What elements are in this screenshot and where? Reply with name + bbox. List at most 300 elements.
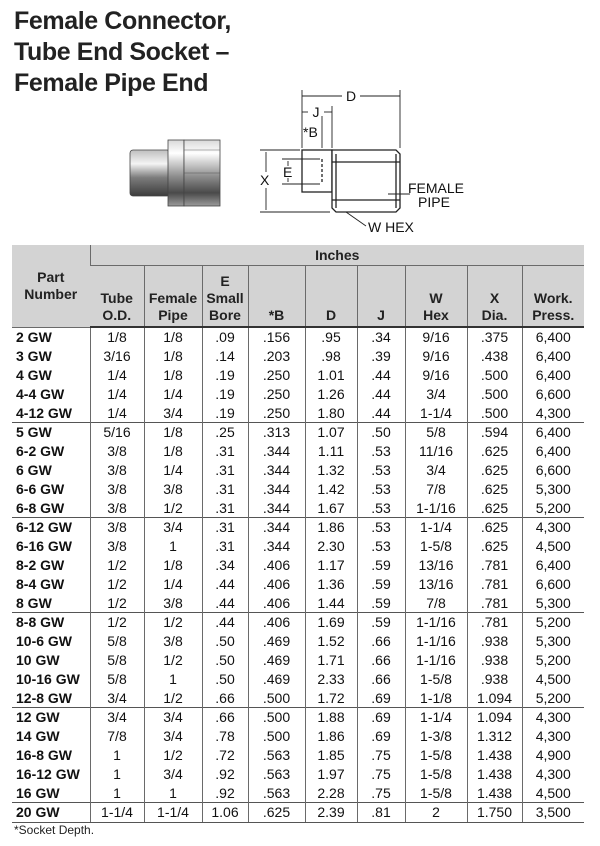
table-cell: .406 — [248, 574, 305, 593]
table-cell: 9/16 — [405, 327, 467, 347]
table-cell: .44 — [357, 384, 405, 403]
table-cell: .39 — [357, 347, 405, 366]
table-cell: 1.67 — [305, 498, 357, 517]
table-row — [12, 461, 584, 480]
part-number-cell: 8-4 GW — [16, 575, 65, 592]
table-cell: 1/8 — [144, 442, 202, 461]
fitting-dimension-diagram — [110, 80, 490, 240]
table-cell: .625 — [467, 517, 522, 536]
table-cell: 1.06 — [202, 802, 248, 822]
table-cell: 1.01 — [305, 366, 357, 385]
table-cell: .469 — [248, 632, 305, 651]
table-cell: 1.42 — [305, 479, 357, 498]
table-cell: .66 — [357, 632, 405, 651]
table-cell: .92 — [202, 764, 248, 783]
table-cell: 3/8 — [90, 442, 144, 461]
part-number-cell: 6-6 GW — [16, 480, 65, 497]
table-cell: 1 — [90, 764, 144, 783]
table-cell: .75 — [357, 746, 405, 765]
table-cell: 3/8 — [144, 632, 202, 651]
table-cell: 1 — [90, 783, 144, 802]
table-row — [12, 384, 584, 403]
table-cell: .44 — [202, 593, 248, 612]
table-cell: 3/4 — [144, 764, 202, 783]
table-cell: 2.28 — [305, 783, 357, 802]
table-cell: .31 — [202, 517, 248, 536]
col-header-e-small-bore: E Small Bore — [202, 266, 248, 328]
part-number-cell: 4-4 GW — [16, 385, 65, 402]
table-row — [12, 556, 584, 575]
table-cell: .344 — [248, 442, 305, 461]
table-cell: 1-1/4 — [405, 403, 467, 422]
table-cell: 1.85 — [305, 746, 357, 765]
table-cell: .563 — [248, 746, 305, 765]
part-number-cell: 3 GW — [16, 348, 52, 365]
table-cell: .19 — [202, 403, 248, 422]
part-number-cell: 20 GW — [12, 802, 90, 822]
table-cell: .34 — [202, 556, 248, 575]
table-cell: 5/16 — [90, 422, 144, 441]
table-cell: .25 — [202, 422, 248, 441]
table-cell: 1/2 — [144, 612, 202, 631]
table-cell: 1/8 — [144, 422, 202, 441]
table-cell: 1/8 — [90, 327, 144, 347]
table-cell: 1/8 — [144, 327, 202, 347]
table-cell: 1.88 — [305, 707, 357, 726]
table-row — [12, 593, 584, 612]
table-cell: 6,600 — [522, 574, 584, 593]
part-number-cell: 2 GW — [16, 329, 52, 346]
table-cell: 1-1/4 — [405, 707, 467, 726]
table-cell: .938 — [467, 632, 522, 651]
col-header-b: *B — [248, 266, 305, 328]
table-cell: 4,900 — [522, 746, 584, 765]
table-cell: 1.094 — [467, 688, 522, 707]
table-cell: 2 — [405, 802, 467, 822]
table-cell: 7/8 — [90, 727, 144, 746]
table-cell: .75 — [357, 783, 405, 802]
table-cell: 1/4 — [90, 366, 144, 385]
table-cell: .344 — [248, 461, 305, 480]
table-cell: 1 — [144, 669, 202, 688]
table-cell: .69 — [357, 688, 405, 707]
table-cell: .59 — [357, 593, 405, 612]
table-cell: 1.86 — [305, 517, 357, 536]
table-row — [12, 783, 584, 802]
table-cell: .53 — [357, 537, 405, 556]
table-cell: .53 — [357, 479, 405, 498]
table-cell: 4,300 — [522, 517, 584, 536]
table-cell: 1-1/4 — [144, 802, 202, 822]
table-cell: 4,300 — [522, 403, 584, 422]
part-number-cell: 5 GW — [12, 422, 90, 441]
table-cell: 3/8 — [90, 461, 144, 480]
table-cell: .50 — [357, 422, 405, 441]
table-cell: 1 — [144, 783, 202, 802]
table-cell: 3/4 — [90, 707, 144, 726]
table-cell: 6,600 — [522, 461, 584, 480]
table-row — [12, 366, 584, 385]
table-cell: 5,200 — [522, 651, 584, 670]
table-cell: .14 — [202, 347, 248, 366]
table-cell: .313 — [248, 422, 305, 441]
table-cell: .563 — [248, 764, 305, 783]
table-cell: .66 — [202, 688, 248, 707]
col-header-part-number: Part Number — [12, 245, 90, 327]
table-cell: .66 — [202, 707, 248, 726]
table-cell: 5,200 — [522, 612, 584, 631]
table-cell: 1/4 — [144, 461, 202, 480]
col-header-w-hex: W Hex — [405, 266, 467, 328]
table-row — [12, 632, 584, 651]
table-cell: .500 — [467, 366, 522, 385]
table-cell: 1/2 — [90, 593, 144, 612]
table-cell: 3/8 — [144, 479, 202, 498]
table-cell: 1.26 — [305, 384, 357, 403]
title-line-3: Female Pipe End — [14, 69, 209, 97]
table-cell: 1.750 — [467, 802, 522, 822]
table-cell: .66 — [357, 651, 405, 670]
part-number-cell: 12-8 GW — [16, 689, 73, 706]
table-cell: 1/2 — [144, 688, 202, 707]
table-cell: .156 — [248, 327, 305, 347]
part-number-cell: 12 GW — [12, 707, 90, 726]
table-cell: 9/16 — [405, 366, 467, 385]
part-number-cell: 16-12 GW — [16, 765, 80, 782]
part-number-cell: 6 GW — [16, 461, 52, 478]
table-cell: .625 — [467, 461, 522, 480]
table-cell: 3/8 — [90, 517, 144, 536]
title-line-2: Tube End Socket – — [14, 38, 230, 66]
table-row — [12, 327, 584, 347]
table-cell: 6,400 — [522, 556, 584, 575]
table-cell: .781 — [467, 556, 522, 575]
table-cell: .75 — [357, 764, 405, 783]
group-header-inches: Inches — [90, 245, 584, 266]
table-cell: .625 — [467, 442, 522, 461]
table-row — [12, 422, 584, 441]
table-cell: .625 — [467, 479, 522, 498]
table-cell: .81 — [357, 802, 405, 822]
table-cell: .625 — [467, 498, 522, 517]
table-row — [12, 479, 584, 498]
table-cell: .406 — [248, 593, 305, 612]
table-cell: 4,300 — [522, 727, 584, 746]
table-row — [12, 651, 584, 670]
table-cell: 4,500 — [522, 783, 584, 802]
table-cell: 1-1/16 — [405, 498, 467, 517]
table-cell: 1-3/8 — [405, 727, 467, 746]
table-cell: .781 — [467, 593, 522, 612]
part-number-cell: 16-8 GW — [16, 746, 73, 763]
table-cell: 1/8 — [144, 366, 202, 385]
part-number-cell: 10-16 GW — [16, 670, 80, 687]
table-cell: 5,300 — [522, 479, 584, 498]
table-cell: 5,200 — [522, 498, 584, 517]
table-cell: 1.312 — [467, 727, 522, 746]
col-header-work-press: Work. Press. — [522, 266, 584, 328]
table-cell: 1/2 — [144, 746, 202, 765]
table-cell: 1.52 — [305, 632, 357, 651]
table-cell: 1.17 — [305, 556, 357, 575]
table-cell: .938 — [467, 669, 522, 688]
table-row — [12, 612, 584, 631]
table-cell: 3,500 — [522, 802, 584, 822]
table-row — [12, 442, 584, 461]
part-number-cell: 8-2 GW — [16, 556, 65, 573]
part-number-cell: 6-8 GW — [16, 499, 65, 516]
table-cell: 3/8 — [90, 498, 144, 517]
label-female-pipe-1: FEMALE — [408, 180, 465, 196]
table-cell: .500 — [467, 384, 522, 403]
table-cell: 1/8 — [144, 347, 202, 366]
table-cell: 5/8 — [405, 422, 467, 441]
part-number-cell: 14 GW — [16, 728, 60, 745]
table-cell: 7/8 — [405, 593, 467, 612]
table-cell: .09 — [202, 327, 248, 347]
table-cell: .50 — [202, 669, 248, 688]
table-cell: 1 — [144, 537, 202, 556]
table-cell: 4,500 — [522, 669, 584, 688]
table-cell: 2.30 — [305, 537, 357, 556]
table-row — [12, 403, 584, 422]
table-cell: 6,400 — [522, 422, 584, 441]
table-cell: 5,300 — [522, 593, 584, 612]
table-cell: .625 — [467, 537, 522, 556]
label-w-hex: W HEX — [368, 219, 414, 235]
table-cell: .72 — [202, 746, 248, 765]
title-line-1: Female Connector, — [14, 7, 231, 35]
table-cell: .250 — [248, 366, 305, 385]
dim-label-d: D — [345, 88, 357, 104]
table-cell: 5/8 — [90, 651, 144, 670]
table-cell: 3/8 — [90, 479, 144, 498]
table-cell: 1.094 — [467, 707, 522, 726]
table-cell: 4,500 — [522, 537, 584, 556]
table-cell: .31 — [202, 461, 248, 480]
table-cell: 1.72 — [305, 688, 357, 707]
table-cell: .344 — [248, 479, 305, 498]
table-cell: .406 — [248, 612, 305, 631]
table-cell: .344 — [248, 517, 305, 536]
table-cell: .78 — [202, 727, 248, 746]
table-cell: 1/2 — [144, 498, 202, 517]
part-number-cell: 10 GW — [16, 651, 60, 668]
table-cell: .59 — [357, 556, 405, 575]
dim-label-e: E — [283, 164, 293, 180]
table-cell: 1.438 — [467, 783, 522, 802]
table-cell: .500 — [248, 727, 305, 746]
table-cell: 1.97 — [305, 764, 357, 783]
table-cell: .69 — [357, 707, 405, 726]
table-cell: .31 — [202, 442, 248, 461]
table-cell: 3/8 — [90, 537, 144, 556]
part-number-cell: 16 GW — [16, 784, 60, 801]
table-cell: 13/16 — [405, 556, 467, 575]
table-row — [12, 347, 584, 366]
part-number-cell: 6-2 GW — [16, 443, 65, 460]
table-cell: .344 — [248, 537, 305, 556]
table-cell: .34 — [357, 327, 405, 347]
table-cell: .563 — [248, 783, 305, 802]
table-cell: 1.07 — [305, 422, 357, 441]
table-row — [12, 727, 584, 746]
table-cell: .781 — [467, 574, 522, 593]
col-header-tube-od: Tube O.D. — [90, 266, 144, 328]
table-cell: .203 — [248, 347, 305, 366]
table-cell: .98 — [305, 347, 357, 366]
table-cell: 1.86 — [305, 727, 357, 746]
table-cell: 3/4 — [144, 707, 202, 726]
table-cell: 1/2 — [90, 556, 144, 575]
table-row — [12, 707, 584, 726]
table-cell: 3/4 — [405, 384, 467, 403]
table-cell: 3/4 — [405, 461, 467, 480]
table-row — [12, 537, 584, 556]
table-cell: .92 — [202, 783, 248, 802]
fitting-photo — [130, 140, 220, 206]
table-cell: 1/2 — [144, 651, 202, 670]
table-cell: 1.438 — [467, 764, 522, 783]
dim-label-j: J — [312, 104, 320, 120]
table-cell: .59 — [357, 574, 405, 593]
table-cell: .781 — [467, 612, 522, 631]
table-cell: .44 — [357, 403, 405, 422]
table-cell: 1-1/16 — [405, 632, 467, 651]
table-cell: .44 — [357, 366, 405, 385]
table-cell: .50 — [202, 632, 248, 651]
table-cell: 6,400 — [522, 347, 584, 366]
table-cell: 1/8 — [144, 556, 202, 575]
table-cell: 1/4 — [90, 403, 144, 422]
part-number-cell: 6-12 GW — [12, 517, 90, 536]
table-cell: 5/8 — [90, 669, 144, 688]
table-cell: .69 — [357, 727, 405, 746]
table-cell: 2.39 — [305, 802, 357, 822]
table-cell: .500 — [248, 707, 305, 726]
table-cell: .469 — [248, 669, 305, 688]
part-number-cell: 4 GW — [16, 366, 52, 383]
dim-label-b: *B — [303, 124, 318, 140]
table-cell: .594 — [467, 422, 522, 441]
table-cell: .19 — [202, 366, 248, 385]
col-header-j: J — [357, 266, 405, 328]
table-cell: .438 — [467, 347, 522, 366]
table-cell: 11/16 — [405, 442, 467, 461]
table-cell: 3/16 — [90, 347, 144, 366]
table-cell: .59 — [357, 612, 405, 631]
table-cell: 5,300 — [522, 632, 584, 651]
table-cell: .50 — [202, 651, 248, 670]
table-cell: 1.80 — [305, 403, 357, 422]
table-cell: 1-1/16 — [405, 612, 467, 631]
table-cell: .53 — [357, 461, 405, 480]
table-cell: .31 — [202, 498, 248, 517]
table-cell: 6,400 — [522, 366, 584, 385]
table-row — [12, 746, 584, 765]
table-cell: 3/4 — [90, 688, 144, 707]
table-cell: 6,400 — [522, 327, 584, 347]
table-cell: 3/4 — [144, 517, 202, 536]
table-cell: 13/16 — [405, 574, 467, 593]
table-cell: .625 — [248, 802, 305, 822]
table-cell: 1/4 — [144, 384, 202, 403]
table-cell: .938 — [467, 651, 522, 670]
table-cell: .500 — [467, 403, 522, 422]
part-number-cell: 4-12 GW — [16, 404, 73, 421]
table-cell: .406 — [248, 556, 305, 575]
table-row — [12, 764, 584, 783]
table-cell: 1-1/4 — [90, 802, 144, 822]
table-cell: 1/4 — [144, 574, 202, 593]
table-cell: 5/8 — [90, 632, 144, 651]
table-cell: 1-5/8 — [405, 746, 467, 765]
section-drawing — [260, 90, 410, 226]
part-number-cell: 10-6 GW — [16, 633, 73, 650]
table-cell: 1-5/8 — [405, 537, 467, 556]
table-cell: .44 — [202, 574, 248, 593]
col-header-d: D — [305, 266, 357, 328]
table-cell: .500 — [248, 688, 305, 707]
table-cell: 1/2 — [90, 612, 144, 631]
table-cell: .344 — [248, 498, 305, 517]
part-number-cell: 8 GW — [16, 594, 52, 611]
table-cell: 3/8 — [144, 593, 202, 612]
table-cell: 1/4 — [90, 384, 144, 403]
table-cell: 1.69 — [305, 612, 357, 631]
table-cell: 3/4 — [144, 727, 202, 746]
table-cell: 9/16 — [405, 347, 467, 366]
table-cell: .53 — [357, 517, 405, 536]
table-cell: .19 — [202, 384, 248, 403]
table-cell: 4,300 — [522, 764, 584, 783]
part-number-cell: 8-8 GW — [12, 612, 90, 631]
table-cell: 5,200 — [522, 688, 584, 707]
table-cell: 6,600 — [522, 384, 584, 403]
table-cell: .375 — [467, 327, 522, 347]
table-cell: 1/2 — [90, 574, 144, 593]
dim-label-x: X — [260, 172, 270, 188]
table-cell: .53 — [357, 498, 405, 517]
table-cell: 3/4 — [144, 403, 202, 422]
table-cell: .53 — [357, 442, 405, 461]
table-cell: 1-1/16 — [405, 651, 467, 670]
table-cell: .66 — [357, 669, 405, 688]
table-cell: 1.438 — [467, 746, 522, 765]
table-row — [12, 498, 584, 517]
table-cell: 1.11 — [305, 442, 357, 461]
table-cell: .469 — [248, 651, 305, 670]
table-cell: .31 — [202, 537, 248, 556]
table-row — [12, 574, 584, 593]
table-cell: 1-1/4 — [405, 517, 467, 536]
table-cell: 1-1/8 — [405, 688, 467, 707]
table-cell: .31 — [202, 479, 248, 498]
table-cell: 1.44 — [305, 593, 357, 612]
part-number-cell: 6-16 GW — [16, 538, 73, 555]
table-row — [12, 688, 584, 707]
table-cell: .95 — [305, 327, 357, 347]
table-cell: .250 — [248, 384, 305, 403]
table-cell: 4,300 — [522, 707, 584, 726]
table-cell: 7/8 — [405, 479, 467, 498]
table-cell: 2.33 — [305, 669, 357, 688]
table-cell: 6,400 — [522, 442, 584, 461]
table-cell: 1-5/8 — [405, 764, 467, 783]
table-row — [12, 669, 584, 688]
dimensions-table — [12, 245, 584, 823]
table-cell: 1 — [90, 746, 144, 765]
